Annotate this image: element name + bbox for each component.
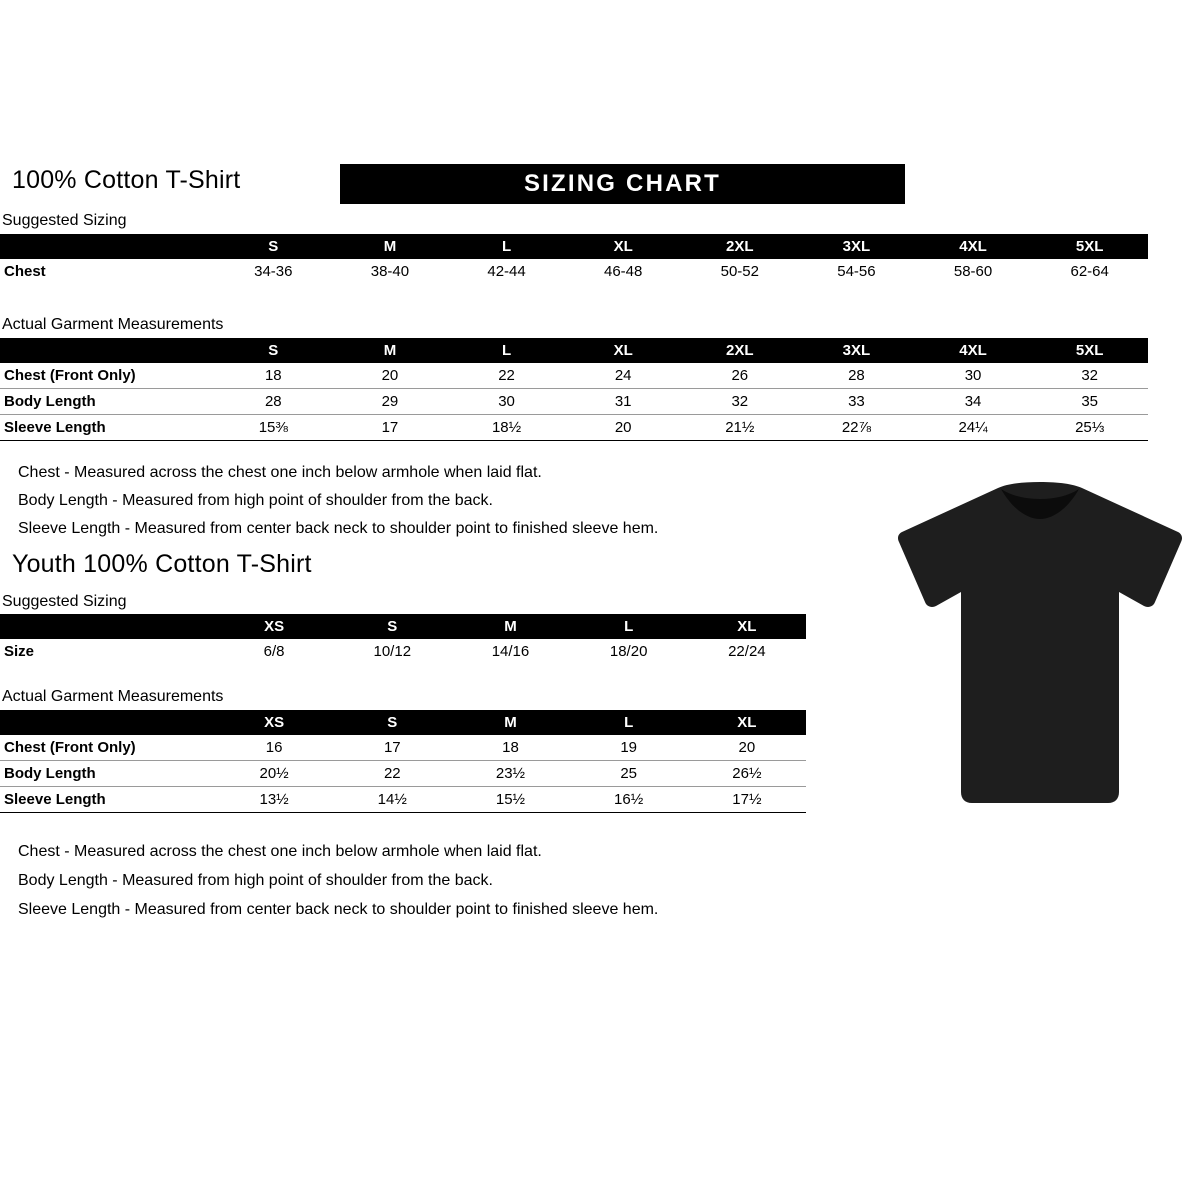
- cell: 16½: [570, 787, 688, 813]
- cell: 14/16: [491, 643, 530, 660]
- column-header: 5XL: [1031, 234, 1148, 259]
- cell: 10/12: [373, 643, 412, 660]
- cell: 58-60: [953, 263, 993, 280]
- column-header: S: [333, 710, 451, 735]
- cell: 18: [451, 735, 569, 761]
- adult-note-body-length: Body Length - Measured from high point of shoulder from the back.: [18, 492, 493, 509]
- cell: 17: [332, 415, 449, 441]
- cell: 29: [332, 389, 449, 415]
- row-label: Chest (Front Only): [0, 363, 215, 389]
- cell: 33: [798, 389, 915, 415]
- row-label: Size: [4, 643, 35, 660]
- adult-section-title: 100% Cotton T-Shirt: [12, 166, 241, 194]
- row-label: Sleeve Length: [0, 787, 215, 813]
- column-header: L: [448, 338, 565, 363]
- youth-note-sleeve-length: Sleeve Length - Measured from center back neck to shoulder point to finished sleeve hem.: [18, 901, 659, 918]
- cell: 15½: [451, 787, 569, 813]
- cell: 20: [332, 363, 449, 389]
- sizing-chart-banner-label: SIZING CHART: [523, 170, 722, 197]
- cell: 20: [688, 735, 806, 761]
- cell: 13½: [215, 787, 333, 813]
- cell: 62-64: [1070, 263, 1109, 280]
- cell: 20: [565, 415, 682, 441]
- row-label: Body Length: [0, 761, 215, 787]
- cell: 22: [448, 363, 565, 389]
- row-label: Chest: [4, 263, 46, 280]
- column-header: XL: [565, 234, 682, 259]
- cell: 18/20: [609, 643, 648, 660]
- cell: 18: [215, 363, 332, 389]
- table-row: [0, 735, 806, 761]
- cell: 24¼: [915, 415, 1032, 441]
- column-header: L: [448, 234, 565, 259]
- column-header: XL: [688, 710, 806, 735]
- column-header: 4XL: [915, 234, 1032, 259]
- table-row: [0, 787, 806, 813]
- cell: 26½: [688, 761, 806, 787]
- youth-suggested-sizing-table: [0, 614, 806, 664]
- cell: 28: [215, 389, 332, 415]
- cell: 22: [333, 761, 451, 787]
- cell: 42-44: [487, 263, 526, 280]
- column-header: M: [451, 614, 569, 639]
- table-header-row: [0, 710, 806, 735]
- column-header: S: [333, 614, 451, 639]
- column-header: M: [451, 710, 569, 735]
- cell: 34-36: [254, 263, 293, 280]
- youth-actual-measurements-label: Actual Garment Measurements: [2, 688, 224, 705]
- adult-note-sleeve-length: Sleeve Length - Measured from center back neck to shoulder point to finished sleeve hem.: [18, 520, 659, 537]
- table-row: [0, 639, 806, 664]
- column-header: 3XL: [798, 234, 915, 259]
- adult-note-chest: Chest - Measured across the chest one inch below armhole when laid flat.: [18, 464, 542, 481]
- cell: 46-48: [604, 263, 643, 280]
- column-header: 2XL: [682, 234, 799, 259]
- cell: 22⅞: [798, 415, 915, 441]
- cell: 50-52: [720, 263, 759, 280]
- cell: 20½: [215, 761, 333, 787]
- cell: 25⅓: [1031, 415, 1148, 441]
- cell: 54-56: [837, 263, 876, 280]
- column-header: L: [570, 710, 688, 735]
- cell: 24: [565, 363, 682, 389]
- table-row: [0, 259, 1148, 284]
- adult-suggested-sizing-table: [0, 234, 1148, 284]
- table-header-row: [0, 614, 806, 639]
- t-shirt-illustration: [895, 480, 1185, 810]
- table-row: [0, 363, 1148, 389]
- cell: 26: [682, 363, 799, 389]
- youth-note-chest: Chest - Measured across the chest one inch below armhole when laid flat.: [18, 843, 542, 860]
- youth-section-title: Youth 100% Cotton T-Shirt: [12, 550, 312, 578]
- row-label: Sleeve Length: [0, 415, 215, 441]
- column-header: [0, 614, 215, 639]
- column-header: 4XL: [915, 338, 1032, 363]
- table-header-row: [0, 234, 1148, 259]
- youth-suggested-sizing-label: Suggested Sizing: [2, 593, 127, 610]
- cell: 21½: [682, 415, 799, 441]
- column-header: 5XL: [1031, 338, 1148, 363]
- adult-suggested-sizing-label: Suggested Sizing: [2, 212, 127, 229]
- adult-actual-measurements-table: [0, 338, 1148, 441]
- sizing-chart-banner: [340, 164, 905, 204]
- column-header: XL: [565, 338, 682, 363]
- table-header-row: [0, 338, 1148, 363]
- cell: 15⅜: [215, 415, 332, 441]
- column-header: 2XL: [682, 338, 799, 363]
- column-header: XS: [215, 710, 333, 735]
- column-header: [0, 710, 215, 735]
- cell: 19: [570, 735, 688, 761]
- cell: 6/8: [263, 643, 285, 660]
- cell: 28: [798, 363, 915, 389]
- column-header: XS: [215, 614, 333, 639]
- cell: 32: [682, 389, 799, 415]
- youth-note-body-length: Body Length - Measured from high point of shoulder from the back.: [18, 872, 493, 889]
- column-header: S: [215, 234, 332, 259]
- row-label: Chest (Front Only): [0, 735, 215, 761]
- cell: 14½: [333, 787, 451, 813]
- cell: 30: [448, 389, 565, 415]
- column-header: S: [215, 338, 332, 363]
- cell: 22/24: [728, 643, 766, 660]
- cell: 30: [915, 363, 1032, 389]
- table-row: [0, 389, 1148, 415]
- column-header: [0, 234, 215, 259]
- youth-actual-measurements-table: [0, 710, 806, 813]
- table-row: [0, 415, 1148, 441]
- cell: 35: [1031, 389, 1148, 415]
- column-header: 3XL: [798, 338, 915, 363]
- column-header: XL: [688, 614, 806, 639]
- cell: 31: [565, 389, 682, 415]
- column-header: L: [570, 614, 688, 639]
- row-label: Body Length: [0, 389, 215, 415]
- cell: 17½: [688, 787, 806, 813]
- cell: 25: [570, 761, 688, 787]
- cell: 34: [915, 389, 1032, 415]
- table-row: [0, 761, 806, 787]
- column-header: M: [332, 234, 449, 259]
- cell: 16: [215, 735, 333, 761]
- column-header: [0, 338, 215, 363]
- cell: 32: [1031, 363, 1148, 389]
- adult-actual-measurements-label: Actual Garment Measurements: [2, 316, 224, 333]
- cell: 17: [333, 735, 451, 761]
- cell: 18½: [448, 415, 565, 441]
- cell: 38-40: [370, 263, 410, 280]
- column-header: M: [332, 338, 449, 363]
- cell: 23½: [451, 761, 569, 787]
